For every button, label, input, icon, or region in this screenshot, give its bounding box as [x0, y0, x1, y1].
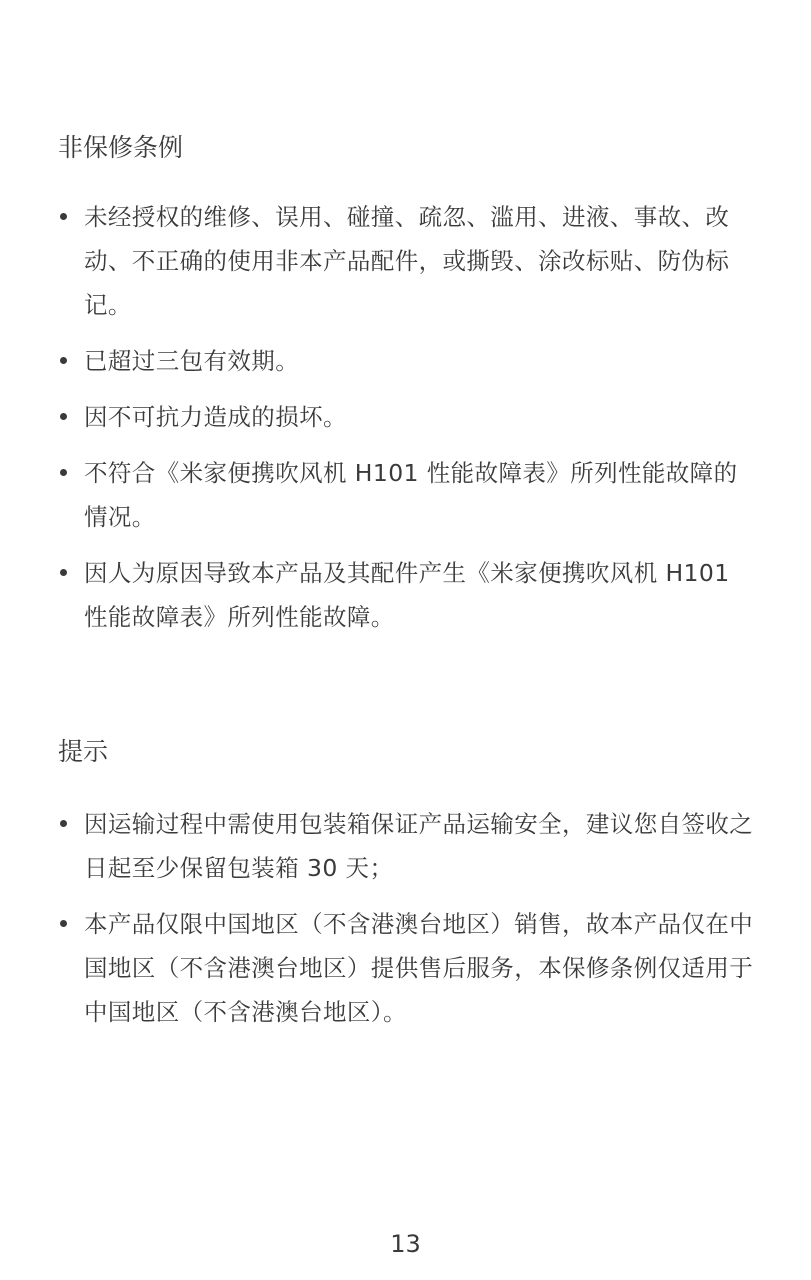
- list-item: [58, 339, 758, 383]
- bullet-icon: [60, 213, 67, 220]
- list-item-text: 因人为原因导致本产品及其配件产生《米家便携吹风机 H101 性能故障表》所列性能故障。: [84, 559, 730, 631]
- warranty-exclusions-list: [58, 195, 758, 639]
- bullet-icon: [60, 569, 67, 576]
- list-item-text: 因运输过程中需使用包装箱保证产品运输安全，建议您自签收之日起至少保留包装箱 30 天；: [84, 810, 754, 882]
- list-item-text: 不符合《米家便携吹风机 H101 性能故障表》所列性能故障的情况。: [84, 459, 738, 531]
- warranty-exclusions-section: [58, 131, 758, 651]
- list-item: [58, 195, 758, 327]
- bullet-icon: [60, 357, 67, 364]
- bullet-icon: [60, 413, 67, 420]
- bullet-icon: [60, 920, 67, 927]
- list-item: [58, 802, 758, 890]
- section-title-tips: 提示: [58, 737, 109, 766]
- page-number: 13: [390, 1230, 421, 1258]
- list-item-text: 因不可抗力造成的损坏。: [84, 403, 347, 431]
- bullet-icon: [60, 820, 67, 827]
- list-item-text: 本产品仅限中国地区（不含港澳台地区）销售，故本产品仅在中国地区（不含港澳台地区）提供售后服务，本保修条例仅适用于中国地区（不含港澳台地区）。: [84, 910, 754, 1026]
- section-title-warranty-exclusions: 非保修条例: [58, 133, 184, 162]
- list-item: [58, 551, 758, 639]
- list-item-text: 已超过三包有效期。: [84, 347, 300, 375]
- bullet-icon: [60, 469, 67, 476]
- tips-list: [58, 802, 758, 1034]
- list-item: [58, 902, 758, 1034]
- tips-section: [58, 735, 758, 1046]
- list-item-text: 未经授权的维修、误用、碰撞、疏忽、滥用、进液、事故、改动、不正确的使用非本产品配件，或撕毁、涂改标贴、防伪标记。: [84, 203, 730, 319]
- list-item: [58, 395, 758, 439]
- list-item: [58, 451, 758, 539]
